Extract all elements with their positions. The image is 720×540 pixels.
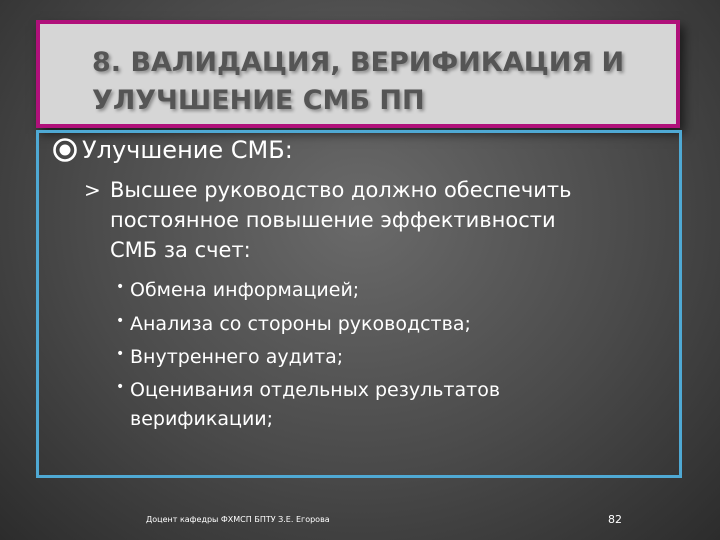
slide-title: 8. ВАЛИДАЦИЯ, ВЕРИФИКАЦИЯ И УЛУЧШЕНИЕ СМБ ПП bbox=[92, 47, 625, 116]
title-box bbox=[36, 20, 680, 128]
caret-right-icon: > bbox=[84, 178, 101, 202]
level2-text: Высшее руководство должно обеспечить постоянное повышение эффективности СМБ за счет: bbox=[110, 178, 572, 262]
bullet-text: Оценивания отдельных результатов верификации; bbox=[130, 379, 501, 430]
bullet-text: Обмена информацией; bbox=[130, 279, 360, 301]
bullet-text: Анализа со стороны руководства; bbox=[130, 313, 471, 335]
dot-bullet-icon: • bbox=[116, 346, 125, 362]
target-bullet-icon bbox=[52, 137, 78, 163]
dot-bullet-icon: • bbox=[116, 379, 125, 395]
footer-author: Доцент кафедры ФХМСП БПТУ З.Е. Егорова bbox=[146, 515, 330, 524]
bullet-item bbox=[116, 376, 676, 434]
bullet-item bbox=[116, 343, 676, 372]
bullet-item bbox=[116, 310, 676, 339]
level1-item bbox=[52, 136, 293, 164]
dot-bullet-icon: • bbox=[116, 279, 125, 295]
level1-text: Улучшение СМБ: bbox=[82, 136, 293, 164]
level2-item bbox=[84, 175, 674, 265]
page-number: 82 bbox=[608, 513, 622, 526]
bullet-text: Внутреннего аудита; bbox=[130, 346, 344, 368]
dot-bullet-icon: • bbox=[116, 313, 125, 329]
bullet-item bbox=[116, 276, 676, 305]
